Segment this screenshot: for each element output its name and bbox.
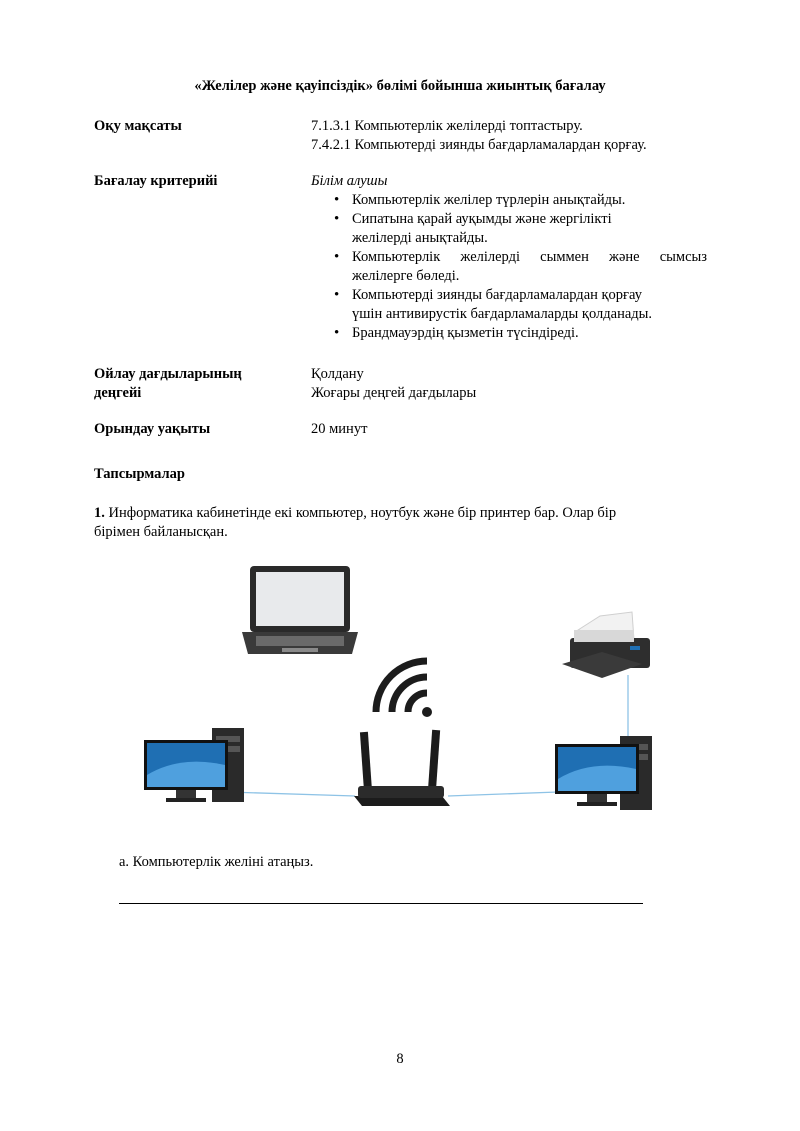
cable-right: [448, 792, 558, 796]
criteria-item: [311, 210, 707, 248]
criteria-item: [311, 191, 707, 210]
criteria-text: Компьютерлік желілер түрлерін анықтайды.: [352, 192, 626, 208]
criteria-item: [311, 286, 707, 324]
laptop-icon: [242, 566, 358, 654]
criteria-text: Компьютерді зиянды бағдарламалардан қорғау: [352, 287, 642, 303]
assessment-criteria-label: Бағалау критерийі: [94, 173, 218, 189]
page-number: 8: [396, 1051, 404, 1067]
criteria-list: [311, 191, 707, 343]
task-number: 1.: [94, 505, 105, 521]
network-figure: [130, 560, 670, 825]
learning-objectives-label: Оқу мақсаты: [94, 118, 182, 134]
criteria-intro: Білім алушы: [311, 173, 388, 189]
time-label: Орындау уақыты: [94, 421, 211, 437]
criteria-text: Брандмауэрдің қызметін түсіндіреді.: [352, 325, 579, 341]
criteria-text: Сипатына қарай ауқымды және жергілікті: [352, 211, 612, 227]
criteria-text: желілерді анықтайды.: [352, 230, 488, 246]
desktop-computer-right-icon: [555, 736, 652, 810]
criteria-item: [311, 248, 707, 286]
criteria-text: Компьютерлік желілерді сыммен және сымсыз: [352, 249, 707, 265]
criteria-item: [311, 324, 707, 343]
cable-left: [228, 792, 355, 796]
wifi-signal-icon: [376, 661, 432, 717]
learning-objective-2: 7.4.2.1 Компьютерді зиянды бағдарламалардан қорғау.: [311, 137, 647, 153]
task-text: бірімен байланысқан.: [94, 524, 228, 540]
task-text: Информатика кабинетінде екі компьютер, ноутбук және бір принтер бар. Олар бір: [108, 505, 617, 521]
thinking-level-label-line: Ойлау дағдыларының: [94, 366, 242, 382]
question-a: а. Компьютерлік желіні атаңыз.: [119, 854, 314, 870]
time-value: 20 минут: [311, 421, 368, 437]
criteria-text: желілерге бөледі.: [352, 268, 460, 284]
router-icon: [354, 730, 450, 806]
thinking-level-label: [94, 365, 242, 403]
tasks-heading: Тапсырмалар: [94, 466, 185, 482]
criteria-text: үшін антивирустік бағдарламаларды қолданады.: [352, 306, 653, 322]
printer-icon: [562, 612, 650, 678]
thinking-level-value-1: Қолдану: [311, 366, 364, 382]
page-title: «Желілер және қауіпсіздік» бөлімі бойынша жиынтық бағалау: [194, 78, 606, 94]
assessment-criteria: [311, 172, 707, 343]
learning-objective-1: 7.1.3.1 Компьютерлік желілерді топтастыру.: [311, 118, 583, 134]
thinking-level-value-2: Жоғары деңгей дағдылары: [311, 385, 477, 401]
desktop-computer-left-icon: [144, 728, 244, 802]
task-1: [94, 504, 706, 542]
thinking-level-label-line: деңгейі: [94, 385, 142, 401]
answer-line[interactable]: [119, 903, 643, 904]
